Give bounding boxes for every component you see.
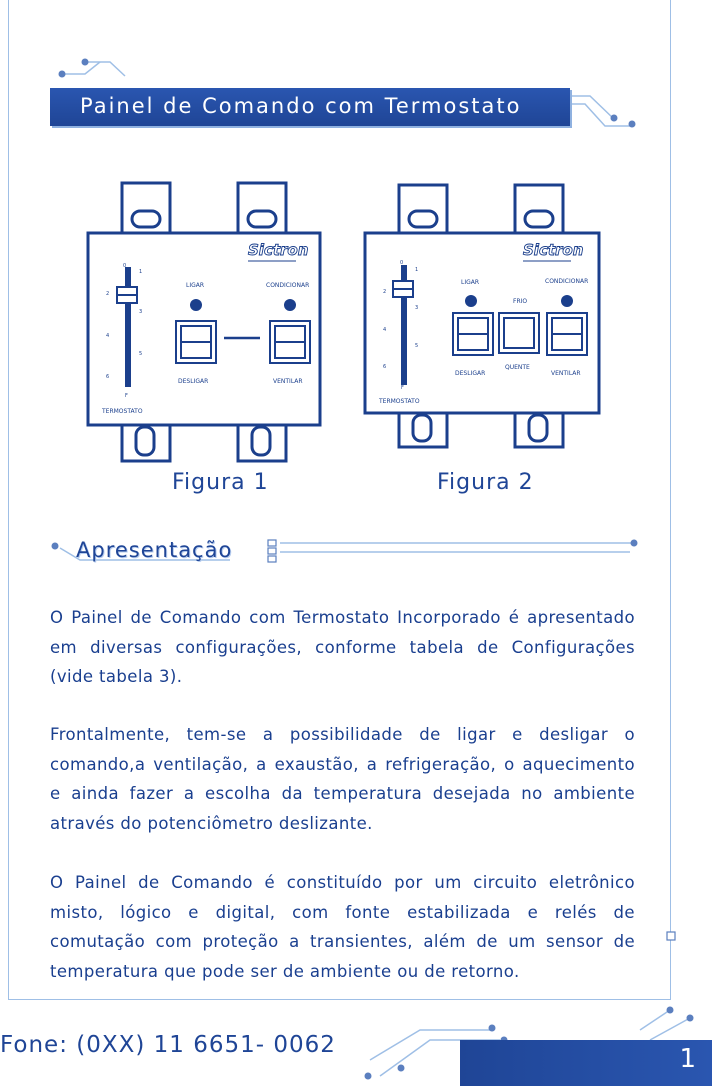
svg-text:LIGAR: LIGAR xyxy=(461,279,480,286)
svg-text:VENTILAR: VENTILAR xyxy=(551,370,581,377)
svg-text:2: 2 xyxy=(383,289,387,295)
svg-text:3: 3 xyxy=(139,309,143,315)
page-number: 1 xyxy=(679,1044,696,1074)
fig2-brand-logo: Sictron xyxy=(523,241,584,259)
svg-text:FRIO: FRIO xyxy=(513,298,528,305)
figure-1-caption: Figura 1 xyxy=(172,470,269,495)
paragraph-1: O Painel de Comando com Termostato Incorporado é apresentado em diversas configurações, conforme tabela de Configurações (vide tabela 3). xyxy=(50,608,635,686)
section-title: Apresentação xyxy=(76,538,233,562)
svg-text:1: 1 xyxy=(415,267,419,273)
svg-text:CONDICIONAR: CONDICIONAR xyxy=(545,278,589,285)
svg-text:3: 3 xyxy=(415,305,419,311)
paragraph-3: O Painel de Comando é constituído por um circuito eletrônico misto, lógico e digital, com fonte estabilizada e relés de comutação com proteção a transientes, além de um sensor de temperatura que pode ser de ambiente ou de retorno. xyxy=(50,873,635,981)
svg-text:6: 6 xyxy=(106,374,110,380)
svg-text:0: 0 xyxy=(400,260,404,266)
svg-text:5: 5 xyxy=(415,343,419,349)
figure-1-panel xyxy=(88,183,320,461)
page-title: Painel de Comando com Termostato xyxy=(80,94,522,118)
footer-phone: Fone: (0XX) 11 6651- 0062 xyxy=(0,1032,336,1058)
svg-text:F: F xyxy=(401,385,404,391)
fig1-thermostat-label: TERMOSTATO xyxy=(102,408,143,415)
title-bar xyxy=(50,88,570,126)
svg-text:QUENTE: QUENTE xyxy=(505,364,530,371)
figures-illustration xyxy=(80,175,620,465)
svg-text:6: 6 xyxy=(383,364,387,370)
svg-text:DESLIGAR: DESLIGAR xyxy=(455,370,486,377)
svg-text:F: F xyxy=(125,393,128,399)
page-number-tab xyxy=(460,1040,712,1086)
svg-text:0: 0 xyxy=(123,263,127,269)
svg-text:VENTILAR: VENTILAR xyxy=(273,378,303,385)
fig2-thermostat-label: TERMOSTATO xyxy=(379,398,420,405)
svg-text:DESLIGAR: DESLIGAR xyxy=(178,378,209,385)
svg-text:LIGAR: LIGAR xyxy=(186,282,205,289)
svg-text:2: 2 xyxy=(106,291,110,297)
svg-text:4: 4 xyxy=(106,333,110,339)
figure-2-panel xyxy=(365,185,599,447)
svg-text:4: 4 xyxy=(383,327,387,333)
svg-text:5: 5 xyxy=(139,351,143,357)
fig1-brand-logo: Sictron xyxy=(248,241,309,259)
svg-text:1: 1 xyxy=(139,269,143,275)
figure-2-caption: Figura 2 xyxy=(437,470,534,495)
svg-text:CONDICIONAR: CONDICIONAR xyxy=(266,282,310,289)
paragraph-2: Frontalmente, tem-se a possibilidade de ligar e desligar o comando,a ventilação, a exaustão, a refrigeração, o aquecimento e ainda fazer a escolha da temperatura desejada no ambiente através do potenciômetro deslizante. xyxy=(50,725,635,833)
